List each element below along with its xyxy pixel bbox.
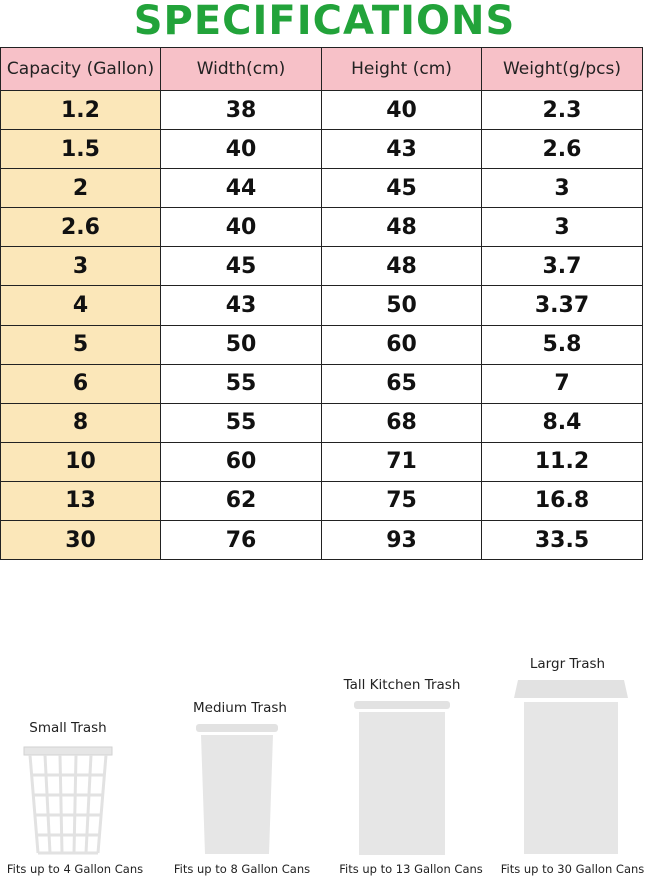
cell-height: 71 bbox=[322, 442, 482, 481]
cell-weight: 3.7 bbox=[482, 247, 643, 286]
table-row bbox=[1, 247, 643, 286]
cell-weight: 3 bbox=[482, 169, 643, 208]
cell-weight: 2.6 bbox=[482, 130, 643, 169]
cell-capacity: 30 bbox=[1, 521, 161, 560]
cell-capacity: 10 bbox=[1, 442, 161, 481]
cell-height: 40 bbox=[322, 91, 482, 130]
cell-width: 62 bbox=[161, 481, 322, 520]
fit-label-small: Fits up to 4 Gallon Cans bbox=[6, 862, 144, 876]
table-row bbox=[1, 286, 643, 325]
header-weight: Weight(g/pcs) bbox=[482, 48, 643, 91]
cell-width: 44 bbox=[161, 169, 322, 208]
fit-label-large: Fits up to 30 Gallon Cans bbox=[500, 862, 645, 876]
table-row bbox=[1, 364, 643, 403]
cell-height: 68 bbox=[322, 403, 482, 442]
cell-width: 45 bbox=[161, 247, 322, 286]
cell-weight: 8.4 bbox=[482, 403, 643, 442]
cell-width: 55 bbox=[161, 403, 322, 442]
table-row bbox=[1, 481, 643, 520]
table-row bbox=[1, 130, 643, 169]
cell-capacity: 4 bbox=[1, 286, 161, 325]
cell-capacity: 8 bbox=[1, 403, 161, 442]
cell-capacity: 3 bbox=[1, 247, 161, 286]
cell-height: 48 bbox=[322, 208, 482, 247]
cell-weight: 3.37 bbox=[482, 286, 643, 325]
header-capacity: Capacity (Gallon) bbox=[1, 48, 161, 91]
bin-label-tall-kitchen: Tall Kitchen Trash bbox=[343, 677, 461, 693]
cell-height: 93 bbox=[322, 521, 482, 560]
table-row bbox=[1, 403, 643, 442]
cell-weight: 7 bbox=[482, 364, 643, 403]
cell-width: 55 bbox=[161, 364, 322, 403]
cell-weight: 33.5 bbox=[482, 521, 643, 560]
cell-width: 60 bbox=[161, 442, 322, 481]
cell-weight: 11.2 bbox=[482, 442, 643, 481]
cell-height: 60 bbox=[322, 325, 482, 364]
cell-width: 40 bbox=[161, 130, 322, 169]
medium-bin-icon bbox=[194, 722, 280, 856]
cell-height: 75 bbox=[322, 481, 482, 520]
cell-height: 48 bbox=[322, 247, 482, 286]
cell-capacity: 1.5 bbox=[1, 130, 161, 169]
table-row bbox=[1, 325, 643, 364]
page-title: SPECIFICATIONS bbox=[133, 0, 516, 44]
cell-capacity: 2.6 bbox=[1, 208, 161, 247]
bin-label-small: Small Trash bbox=[29, 720, 107, 736]
cell-height: 50 bbox=[322, 286, 482, 325]
cell-width: 50 bbox=[161, 325, 322, 364]
table-row bbox=[1, 91, 643, 130]
fit-label-medium: Fits up to 8 Gallon Cans bbox=[173, 862, 311, 876]
cell-height: 43 bbox=[322, 130, 482, 169]
tall-bin-icon bbox=[352, 699, 452, 857]
cell-width: 38 bbox=[161, 91, 322, 130]
cell-height: 45 bbox=[322, 169, 482, 208]
cell-weight: 2.3 bbox=[482, 91, 643, 130]
header-width: Width(cm) bbox=[161, 48, 322, 91]
cell-capacity: 6 bbox=[1, 364, 161, 403]
large-bin-icon bbox=[512, 678, 630, 856]
specifications-table bbox=[0, 47, 643, 560]
table-row bbox=[1, 521, 643, 560]
bin-label-large: Largr Trash bbox=[529, 656, 606, 672]
cell-width: 40 bbox=[161, 208, 322, 247]
cell-weight: 16.8 bbox=[482, 481, 643, 520]
cell-capacity: 2 bbox=[1, 169, 161, 208]
cell-weight: 5.8 bbox=[482, 325, 643, 364]
cell-weight: 3 bbox=[482, 208, 643, 247]
table-row bbox=[1, 442, 643, 481]
table-header-row bbox=[1, 48, 643, 91]
cell-width: 76 bbox=[161, 521, 322, 560]
cell-height: 65 bbox=[322, 364, 482, 403]
cell-capacity: 13 bbox=[1, 481, 161, 520]
table-row bbox=[1, 169, 643, 208]
fit-label-tall-kitchen: Fits up to 13 Gallon Cans bbox=[339, 862, 483, 876]
cell-width: 43 bbox=[161, 286, 322, 325]
bin-label-medium: Medium Trash bbox=[193, 700, 287, 716]
header-height: Height (cm) bbox=[322, 48, 482, 91]
cell-capacity: 5 bbox=[1, 325, 161, 364]
cell-capacity: 1.2 bbox=[1, 91, 161, 130]
wire-basket-icon bbox=[22, 745, 114, 857]
table-row bbox=[1, 208, 643, 247]
